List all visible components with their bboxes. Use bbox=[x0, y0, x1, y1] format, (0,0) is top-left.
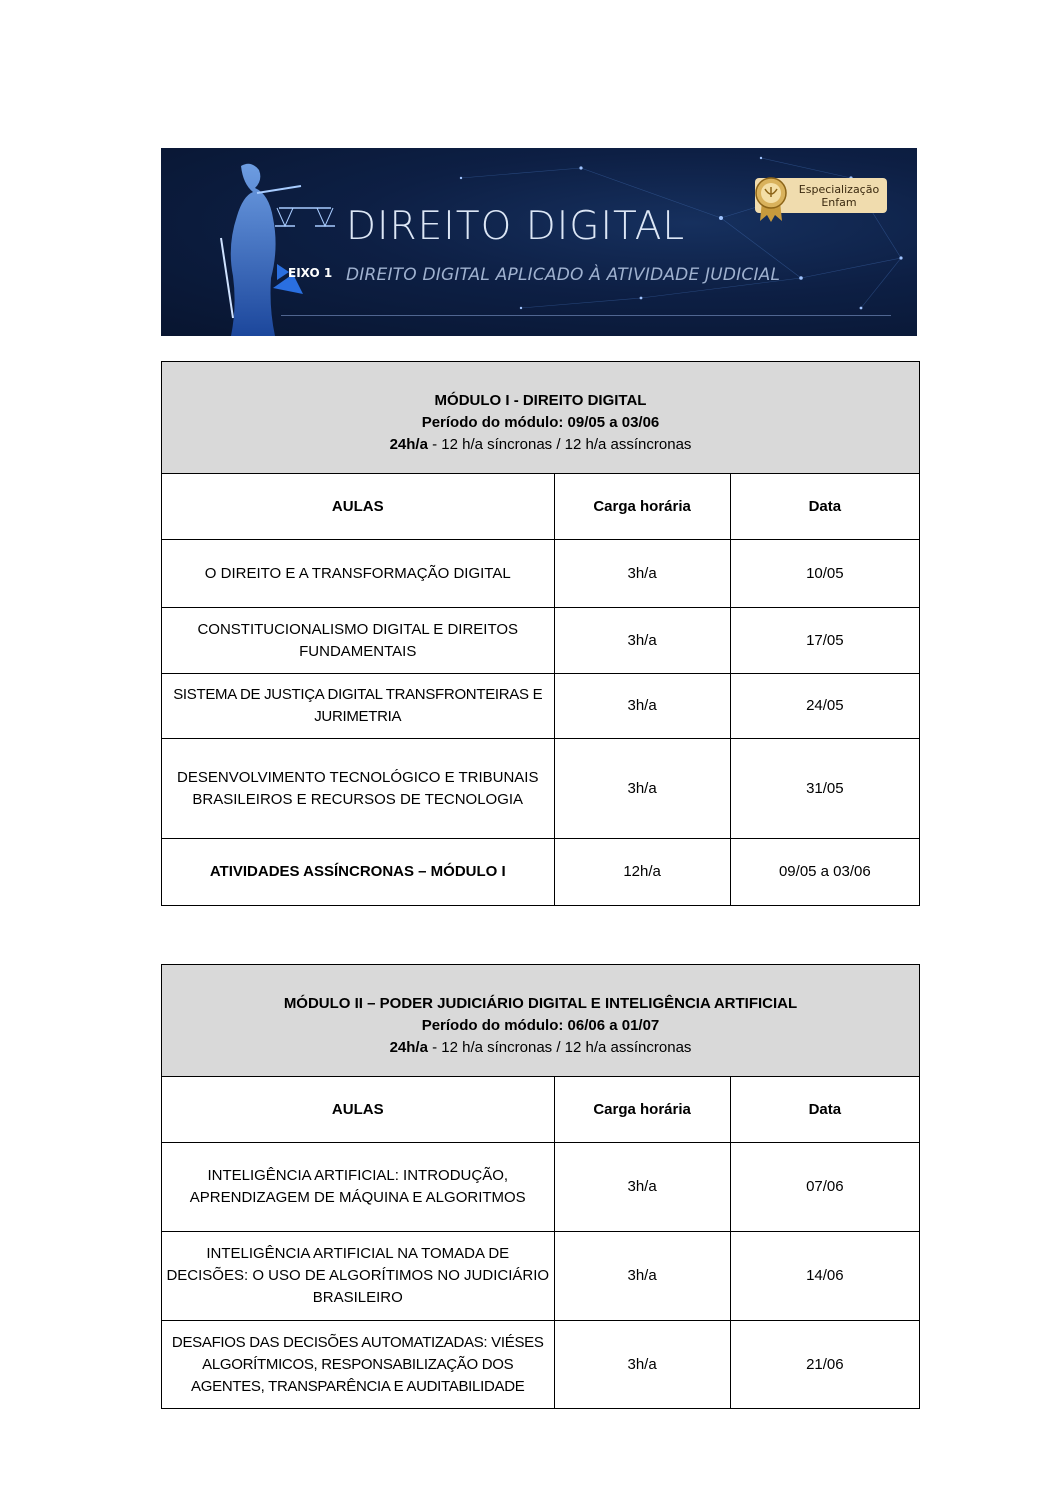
cell-aula: ATIVIDADES ASSÍNCRONAS – MÓDULO I bbox=[162, 839, 555, 906]
table-row bbox=[162, 540, 920, 608]
banner-divider bbox=[281, 315, 891, 316]
cell-aula: INTELIGÊNCIA ARTIFICIAL: INTRODUÇÃO, APRENDIZAGEM DE MÁQUINA E ALGORITMOS bbox=[162, 1143, 555, 1232]
module-hours-total: 24h/a bbox=[389, 435, 428, 453]
module-title: MÓDULO II – PODER JUDICIÁRIO DIGITAL E INTELIGÊNCIA ARTIFICIAL bbox=[283, 994, 798, 1012]
eixo-label: EIXO 1 bbox=[288, 266, 333, 280]
column-header-row bbox=[162, 474, 920, 540]
module-2-table bbox=[161, 964, 920, 1409]
cell-aula: DESENVOLVIMENTO TECNOLÓGICO E TRIBUNAIS BRASILEIROS E RECURSOS DE TECNOLOGIA bbox=[162, 739, 555, 839]
cell-data: 24/05 bbox=[730, 674, 919, 739]
cell-aula: SISTEMA DE JUSTIÇA DIGITAL TRANSFRONTEIRAS E JURIMETRIA bbox=[162, 674, 555, 739]
cell-aula: CONSTITUCIONALISMO DIGITAL E DIREITOS FUNDAMENTAIS bbox=[162, 608, 555, 674]
header-banner bbox=[161, 148, 917, 336]
cell-carga: 12h/a bbox=[554, 839, 730, 906]
cell-data: 17/05 bbox=[730, 608, 919, 674]
cell-carga: 3h/a bbox=[554, 608, 730, 674]
banner-subtitle: DIREITO DIGITAL APLICADO À ATIVIDADE JUDICIAL bbox=[346, 265, 781, 285]
module-period: Período do módulo: 06/06 a 01/07 bbox=[421, 1016, 660, 1034]
module-header bbox=[162, 362, 920, 474]
module-hours-detail: - 12 h/a síncronas / 12 h/a assíncronas bbox=[427, 435, 692, 453]
col-header-data: Data bbox=[730, 1077, 919, 1143]
module-title: MÓDULO I - DIREITO DIGITAL bbox=[434, 391, 647, 409]
enfam-seal-icon bbox=[753, 175, 789, 223]
cell-carga: 3h/a bbox=[554, 1232, 730, 1321]
table-row bbox=[162, 608, 920, 674]
cell-aula: INTELIGÊNCIA ARTIFICIAL NA TOMADA DE DECISÕES: O USO DE ALGORÍTIMOS NO JUDICIÁRIO BRASILEIRO bbox=[162, 1232, 555, 1321]
cell-data: 10/05 bbox=[730, 540, 919, 608]
banner-title: DIREITO DIGITAL bbox=[346, 204, 686, 249]
module-header-row bbox=[162, 362, 920, 474]
cell-data: 21/06 bbox=[730, 1321, 919, 1409]
module-hours bbox=[166, 1037, 915, 1059]
module-hours bbox=[166, 434, 915, 456]
cell-carga: 3h/a bbox=[554, 674, 730, 739]
cell-data: 14/06 bbox=[730, 1232, 919, 1321]
col-header-carga: Carga horária bbox=[554, 1077, 730, 1143]
table-row bbox=[162, 739, 920, 839]
badge-line2: Enfam bbox=[821, 196, 857, 209]
cell-data: 31/05 bbox=[730, 739, 919, 839]
module-header-row bbox=[162, 965, 920, 1077]
table-row bbox=[162, 839, 920, 906]
cell-carga: 3h/a bbox=[554, 540, 730, 608]
cell-aula: O DIREITO E A TRANSFORMAÇÃO DIGITAL bbox=[162, 540, 555, 608]
cell-aula: DESAFIOS DAS DECISÕES AUTOMATIZADAS: VIÉSES ALGORÍTMICOS, RESPONSABILIZAÇÃO DOS AGENTES, TRANSPARÊNCIA E AUDITABILIDADE bbox=[162, 1321, 555, 1409]
col-header-data: Data bbox=[730, 474, 919, 540]
module-header bbox=[162, 965, 920, 1077]
table-row bbox=[162, 1232, 920, 1321]
module-period: Período do módulo: 09/05 a 03/06 bbox=[421, 413, 660, 431]
col-header-carga: Carga horária bbox=[554, 474, 730, 540]
module-hours-total: 24h/a bbox=[389, 1038, 428, 1056]
col-header-aulas: AULAS bbox=[162, 474, 555, 540]
col-header-aulas: AULAS bbox=[162, 1077, 555, 1143]
justice-statue-icon bbox=[221, 164, 335, 336]
cell-data: 07/06 bbox=[730, 1143, 919, 1232]
table-row bbox=[162, 1143, 920, 1232]
module-1-table bbox=[161, 361, 920, 906]
cell-carga: 3h/a bbox=[554, 1321, 730, 1409]
cell-carga: 3h/a bbox=[554, 1143, 730, 1232]
cell-carga: 3h/a bbox=[554, 739, 730, 839]
badge-line1: Especialização bbox=[798, 183, 880, 196]
cell-data: 09/05 a 03/06 bbox=[730, 839, 919, 906]
table-row bbox=[162, 1321, 920, 1409]
column-header-row bbox=[162, 1077, 920, 1143]
module-hours-detail: - 12 h/a síncronas / 12 h/a assíncronas bbox=[427, 1038, 692, 1056]
table-row bbox=[162, 674, 920, 739]
